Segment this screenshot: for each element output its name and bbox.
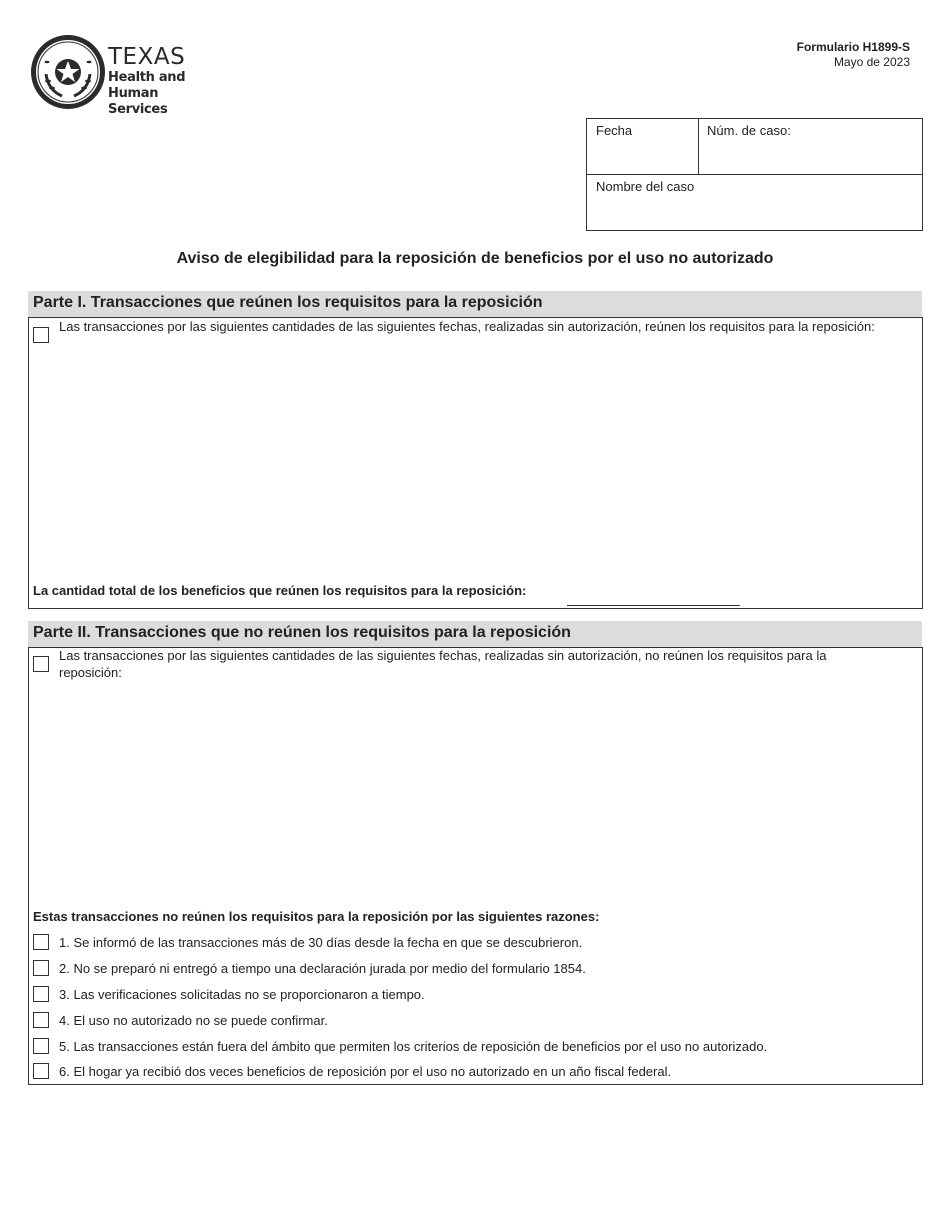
reason-3-checkbox[interactable] [33,986,49,1002]
form-number: Formulario H1899-S [796,40,910,54]
form-date: Mayo de 2023 [833,55,910,69]
reason-4-checkbox[interactable] [33,1012,49,1028]
case-number-field[interactable] [707,123,791,138]
hhs-logo [30,34,230,117]
case-divider-horizontal [587,174,922,175]
case-number-label: Núm. de caso: [707,123,791,138]
part1-total-input[interactable] [567,604,740,606]
reason-6-checkbox[interactable] [33,1063,49,1079]
logo-state: TEXAS [108,44,186,70]
reason-1-checkbox[interactable] [33,934,49,950]
logo-line-1: Health and Human [108,70,186,101]
texas-seal-icon [30,34,106,110]
date-label: Fecha [596,123,633,138]
reason-1-text: 1. Se informó de las transacciones más de 30 días desde la fecha en que se descubrieron. [59,935,583,950]
part2-section [28,647,923,1085]
case-name-field[interactable] [596,179,694,194]
document-title: Aviso de elegibilidad para la reposición de beneficios por el uso no autorizado [176,250,774,267]
form-identifier [797,40,910,70]
reason-2-text: 2. No se preparó ni entregó a tiempo una declaración jurada por medio del formulario 1854. [59,961,586,976]
part2-heading: Parte II. Transacciones que no reúnen los requisitos para la reposición [33,624,571,641]
reason-5-checkbox[interactable] [33,1038,49,1054]
part2-checkbox-text: Las transacciones por las siguientes cantidades de las siguientes fechas, realizadas sin autorización, no reúnen los requisitos para la reposición: [59,648,827,680]
part1-heading-bar [28,291,922,317]
date-field[interactable] [596,123,632,138]
part2-heading-bar [28,621,922,647]
case-name-label: Nombre del caso [596,179,695,194]
reason-3-text: 3. Las verificaciones solicitadas no se proporcionaron a tiempo. [59,987,425,1002]
reason-6-text: 6. El hogar ya recibió dos veces beneficios de reposición por el uso no autorizado en un año fiscal federal. [59,1064,672,1079]
reason-2-checkbox[interactable] [33,960,49,976]
part1-heading: Parte I. Transacciones que reúnen los requisitos para la reposición [33,294,543,311]
part1-total-label: La cantidad total de los beneficios que reúnen los requisitos para la reposición: [33,583,527,598]
logo-line-2: Services [108,102,168,117]
part1-checkbox-text: Las transacciones por las siguientes cantidades de las siguientes fechas, realizadas sin autorización, reúnen los requisitos para la reposición: [59,319,875,334]
part1-section [28,317,923,609]
reasons-heading: Estas transacciones no reúnen los requisitos para la reposición por las siguientes razones: [33,909,600,924]
reason-5-text: 5. Las transacciones están fuera del ámbito que permiten los criterios de reposición de beneficios por el uso no autorizado. [59,1039,768,1054]
case-divider-vertical [698,119,699,174]
reason-4-text: 4. El uso no autorizado no se puede confirmar. [59,1013,328,1028]
part2-checkbox[interactable] [33,656,49,672]
part1-checkbox[interactable] [33,327,49,343]
case-info-box [586,118,923,231]
